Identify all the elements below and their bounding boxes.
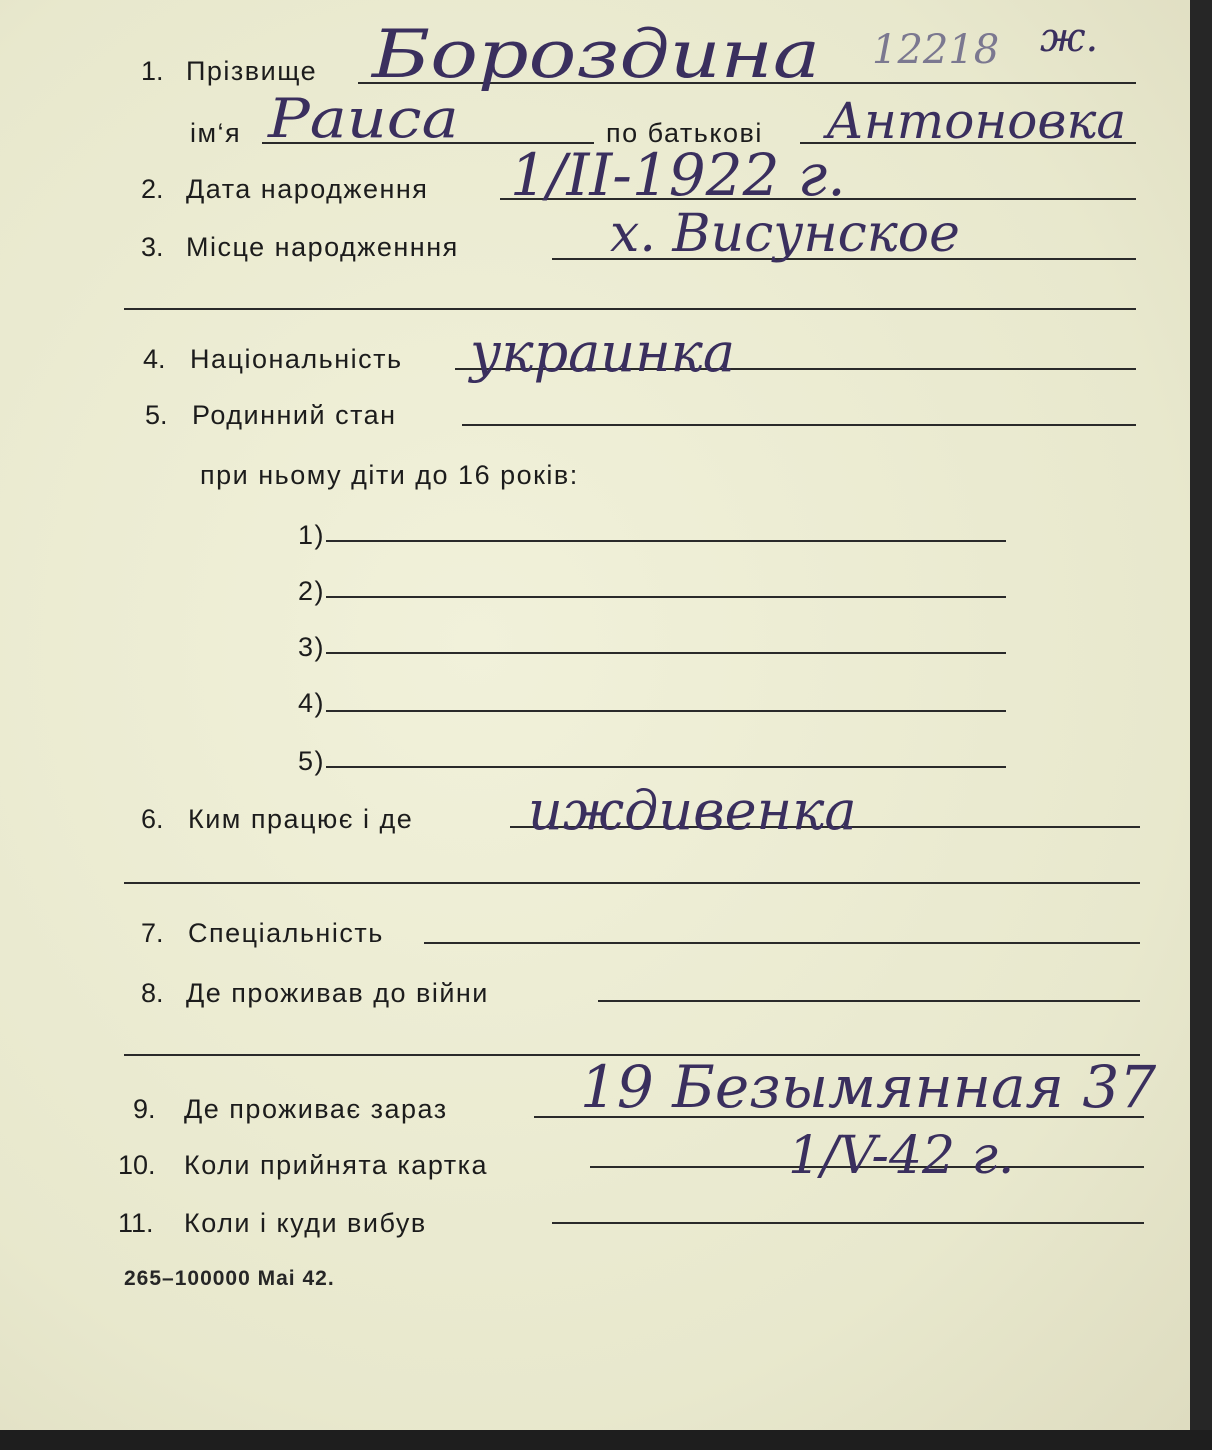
field-1-label: Прізвище <box>186 56 318 86</box>
field-3-label: Місце народженння <box>186 232 459 262</box>
scan-edge-bottom <box>0 1430 1212 1450</box>
field-7-label: Спеціальність <box>188 918 384 948</box>
child-4-line <box>326 710 1006 712</box>
scan-edge-right <box>1190 0 1212 1450</box>
field-6-number: 6. <box>141 804 164 834</box>
field-10-number: 10. <box>118 1150 156 1180</box>
field-10-label: Коли прийнята картка <box>184 1150 489 1180</box>
field-7-number: 7. <box>141 918 164 948</box>
first-name-value: Раиса <box>268 87 459 150</box>
field-11-label: Коли і куди вибув <box>184 1208 427 1238</box>
print-code: 265–100000 Mai 42. <box>124 1267 335 1290</box>
field-6-line-2 <box>124 882 1140 884</box>
first-name-label: ім‘я <box>190 118 242 148</box>
field-5-line <box>462 424 1136 426</box>
child-2-line <box>326 596 1006 598</box>
field-10-value: 1/V-42 г. <box>788 1126 1015 1186</box>
children-label: при ньому діти до 16 років: <box>200 460 579 490</box>
field-3-value: х. Висунское <box>610 204 960 264</box>
child-5-line <box>326 766 1006 768</box>
field-3-line-2 <box>124 308 1136 310</box>
child-1-label: 1) <box>298 520 326 550</box>
field-2-label: Дата народження <box>186 174 429 204</box>
child-1-line <box>326 540 1006 542</box>
child-3-line <box>326 652 1006 654</box>
child-2-label: 2) <box>298 576 326 606</box>
field-5-label: Родинний стан <box>192 400 397 430</box>
field-1-number: 1. <box>141 56 164 86</box>
field-8-line <box>598 1000 1140 1002</box>
field-1-surname: Бороздина <box>372 16 821 93</box>
field-11-number: 11. <box>118 1208 154 1238</box>
field-6-label: Ким працює і де <box>188 804 414 834</box>
field-1-note: 12218 <box>872 27 1000 73</box>
field-6-value: иждивенка <box>528 779 857 842</box>
field-9-label: Де проживає зараз <box>184 1094 448 1124</box>
field-2-value: 1/II-1922 г. <box>510 141 846 209</box>
field-1-note-2: ж. <box>1040 15 1099 61</box>
child-3-label: 3) <box>298 632 326 662</box>
field-8-label: Де проживав до війни <box>186 978 489 1008</box>
child-5-label: 5) <box>298 746 326 776</box>
field-5-number: 5. <box>145 400 168 430</box>
field-4-number: 4. <box>143 344 166 374</box>
field-4-label: Національність <box>190 344 403 374</box>
child-4-label: 4) <box>298 688 326 718</box>
field-2-number: 2. <box>141 174 164 204</box>
field-9-value: 19 Безымянная 37 <box>580 1053 1157 1121</box>
field-7-line <box>424 942 1140 944</box>
field-9-number: 9. <box>133 1094 156 1124</box>
field-11-line <box>552 1222 1144 1224</box>
patronymic-label: по батькові <box>606 118 763 148</box>
field-4-value: украинка <box>470 321 736 384</box>
field-3-number: 3. <box>141 232 164 262</box>
patronymic-value: Антоновка <box>826 92 1127 150</box>
field-8-number: 8. <box>141 978 164 1008</box>
